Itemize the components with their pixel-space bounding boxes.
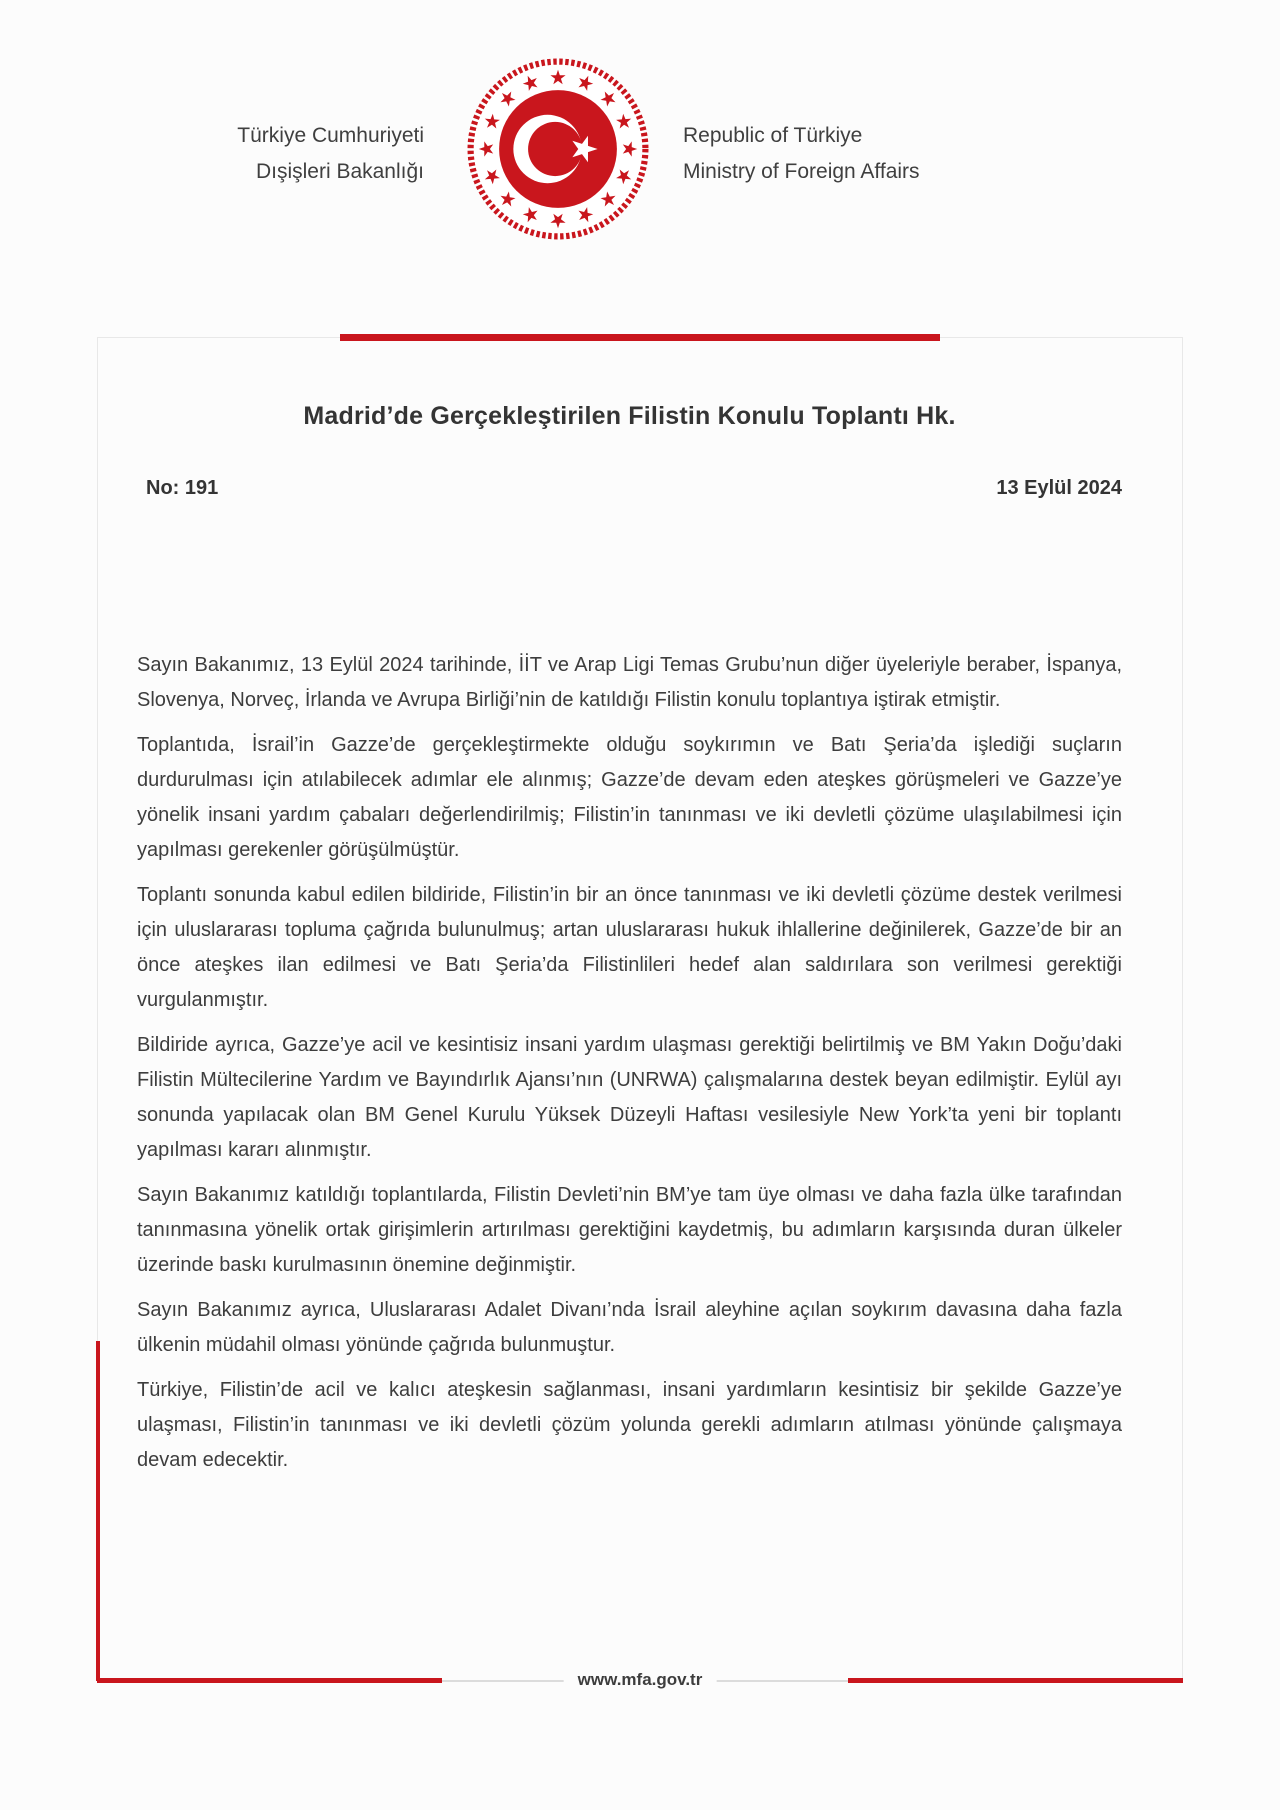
ministry-name-turkish (237, 118, 424, 190)
document-number: No: 191 (146, 477, 219, 499)
mfa-emblem-icon (463, 53, 653, 245)
document-content (98, 338, 1182, 1478)
document-card (97, 337, 1183, 1689)
document-body (137, 648, 1122, 1478)
body-paragraph: Sayın Bakanımız, 13 Eylül 2024 tarihinde, İİT ve Arap Ligi Temas Grubu’nun diğer üyeleriyle beraber, İspanya, Slovenya, Norveç, İrlanda ve Avrupa Birliği’nin de katıldığı Filistin konulu toplantıya iştirak etmiştir. (137, 654, 1122, 711)
document-meta-row (137, 477, 1122, 500)
body-paragraph: Toplantıda, İsrail’in Gazze’de gerçekleştirmekte olduğu soykırımın ve Batı Şeria’da işlediği suçların durdurulması için atılabilecek adımlar ele alınmış; Gazze’de devam eden ateşkes görüşmeleri ve Gazze’ye yönelik insani yardım çabaları değerlendirilmiş; Filistin’in tanınması ve iki devletli çözüme ulaşılabilmesi için yapılması gerekenler görüşülmüştür. (137, 734, 1122, 861)
body-paragraph: Sayın Bakanımız ayrıca, Uluslararası Adalet Divanı’nda İsrail aleyhine açılan soykırım davasına daha fazla ülkenin müdahil olması yönünde çağrıda bulunmuştur. (137, 1299, 1122, 1356)
footer-rule-right (848, 1678, 1183, 1683)
body-paragraph: Bildiride ayrıca, Gazze’ye acil ve kesintisiz insani yardım ulaşması gerektiği belirtilmiş ve BM Yakın Doğu’daki Filistin Mültecilerine Yardım ve Bayındırlık Ajansı’nın (UNRWA) çalışmalarına destek beyan edilmiştir. Eylül ayı sonunda yapılacak olan BM Genel Kurulu Yüksek Düzeyli Haftası vesilesiyle New York’ta yeni bir toplantı yapılması kararı alınmıştır. (137, 1034, 1122, 1161)
ministry-name-en-line2: Ministry of Foreign Affairs (683, 160, 920, 183)
document-footer (97, 1670, 1183, 1689)
ministry-name-tr-line2: Dışişleri Bakanlığı (255, 160, 424, 183)
footer-url: www.mfa.gov.tr (564, 1670, 717, 1690)
ministry-name-tr-line1: Türkiye Cumhuriyeti (237, 124, 424, 147)
ministry-name-en-line1: Republic of Türkiye (683, 124, 863, 147)
document-title: Madrid’de Gerçekleştirilen Filistin Konulu Toplantı Hk. (303, 402, 956, 430)
document-date: 13 Eylül 2024 (996, 477, 1122, 499)
body-paragraph: Toplantı sonunda kabul edilen bildiride, Filistin’in bir an önce tanınması ve iki devletli çözüme destek verilmesi için uluslararası topluma çağrıda bulunulmuş; artan uluslararası hukuk ihlallerine değinilerek, Gazze’de bir an önce ateşkes ilan edilmesi ve Batı Şeria’da Filistinlileri hedef alan saldırılara son verilmesi gerektiği vurgulanmıştır. (137, 884, 1122, 1011)
body-paragraph: Türkiye, Filistin’de acil ve kalıcı ateşkesin sağlanması, insani yardımların kesintisiz bir şekilde Gazze’ye ulaşması, Filistin’in tanınması ve iki devletli çözüm yolunda gerekli adımların atılması yönünde çalışmaya devam edecektir. (137, 1379, 1122, 1471)
left-accent-bar (96, 1341, 100, 1681)
top-accent-bar (340, 334, 940, 341)
ministry-name-english (683, 118, 920, 190)
body-paragraph: Sayın Bakanımız katıldığı toplantılarda, Filistin Devleti’nin BM’ye tam üye olması ve daha fazla ülke tarafından tanınmasına yönelik ortak girişimlerin artırılması gerektiğini kaydetmiş, bu adımların karşısında duran ülkeler üzerinde baskı kurulmasının önemine değinmiştir. (137, 1184, 1122, 1276)
footer-rule-left (97, 1678, 442, 1683)
